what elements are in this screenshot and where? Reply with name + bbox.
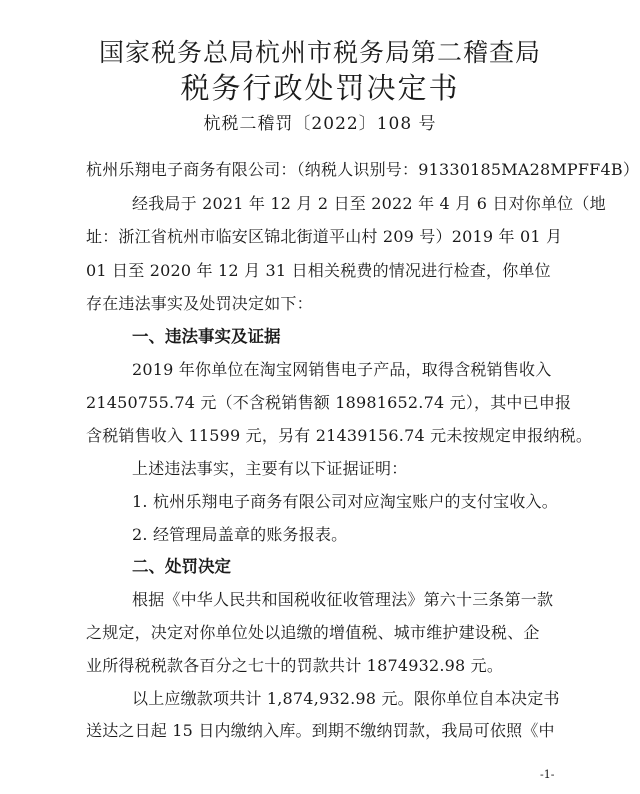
decision-line: 根据《中华人民共和国税收征收管理法》第六十三条第一款 <box>132 590 554 609</box>
payment-line: 以上应缴款项共计 1,874,932.98 元。限你单位自本决定书 <box>132 689 560 708</box>
section-heading-decision: 二、处罚决定 <box>132 557 231 576</box>
intro-line: 01 日至 2020 年 12 月 31 日相关税费的情况进行检查，你单位 <box>86 261 551 280</box>
document-title: 税务行政处罚决定书 <box>180 71 460 105</box>
decision-line: 业所得税税款各百分之七十的罚款共计 1874932.98 元。 <box>86 656 504 675</box>
page-number: -1- <box>540 768 555 781</box>
facts-line: 2019 年你单位在淘宝网销售电子产品，取得含税销售收入 <box>132 360 552 379</box>
payment-line: 送达之日起 15 日内缴纳入库。到期不缴纳罚款，我局可依照《中 <box>86 721 555 740</box>
decision-line: 之规定，决定对你单位处以追缴的增值税、城市维护建设税、企 <box>86 623 540 642</box>
document-number: 杭税二稽罚〔2022〕108 号 <box>203 114 437 134</box>
evidence-item: 2. 经管理局盖章的账务报表。 <box>132 525 348 544</box>
facts-line: 21450755.74 元（不含税销售额 18981652.74 元），其中已申报 <box>86 393 572 412</box>
intro-line: 经我局于 2021 年 12 月 2 日至 2022 年 4 月 6 日对你单位（地 <box>132 194 606 213</box>
intro-line: 存在违法事实及处罚决定如下： <box>86 294 313 313</box>
section-heading-facts: 一、违法事实及证据 <box>132 327 281 346</box>
evidence-item: 1. 杭州乐翔电子商务有限公司对应淘宝账户的支付宝收入。 <box>132 492 558 511</box>
evidence-intro: 上述违法事实，主要有以下证据证明： <box>132 459 408 478</box>
intro-line: 址：浙江省杭州市临安区锦北街道平山村 209 号）2019 年 01 月 <box>86 227 563 246</box>
issuer-title: 国家税务总局杭州市税务局第二稽查局 <box>98 38 541 67</box>
recipient-line: 杭州乐翔电子商务有限公司：（纳税人识别号：91330185MA28MPFF4B） <box>86 160 640 179</box>
facts-line: 含税销售收入 11599 元，另有 21439156.74 元未按规定申报纳税。 <box>86 426 593 445</box>
